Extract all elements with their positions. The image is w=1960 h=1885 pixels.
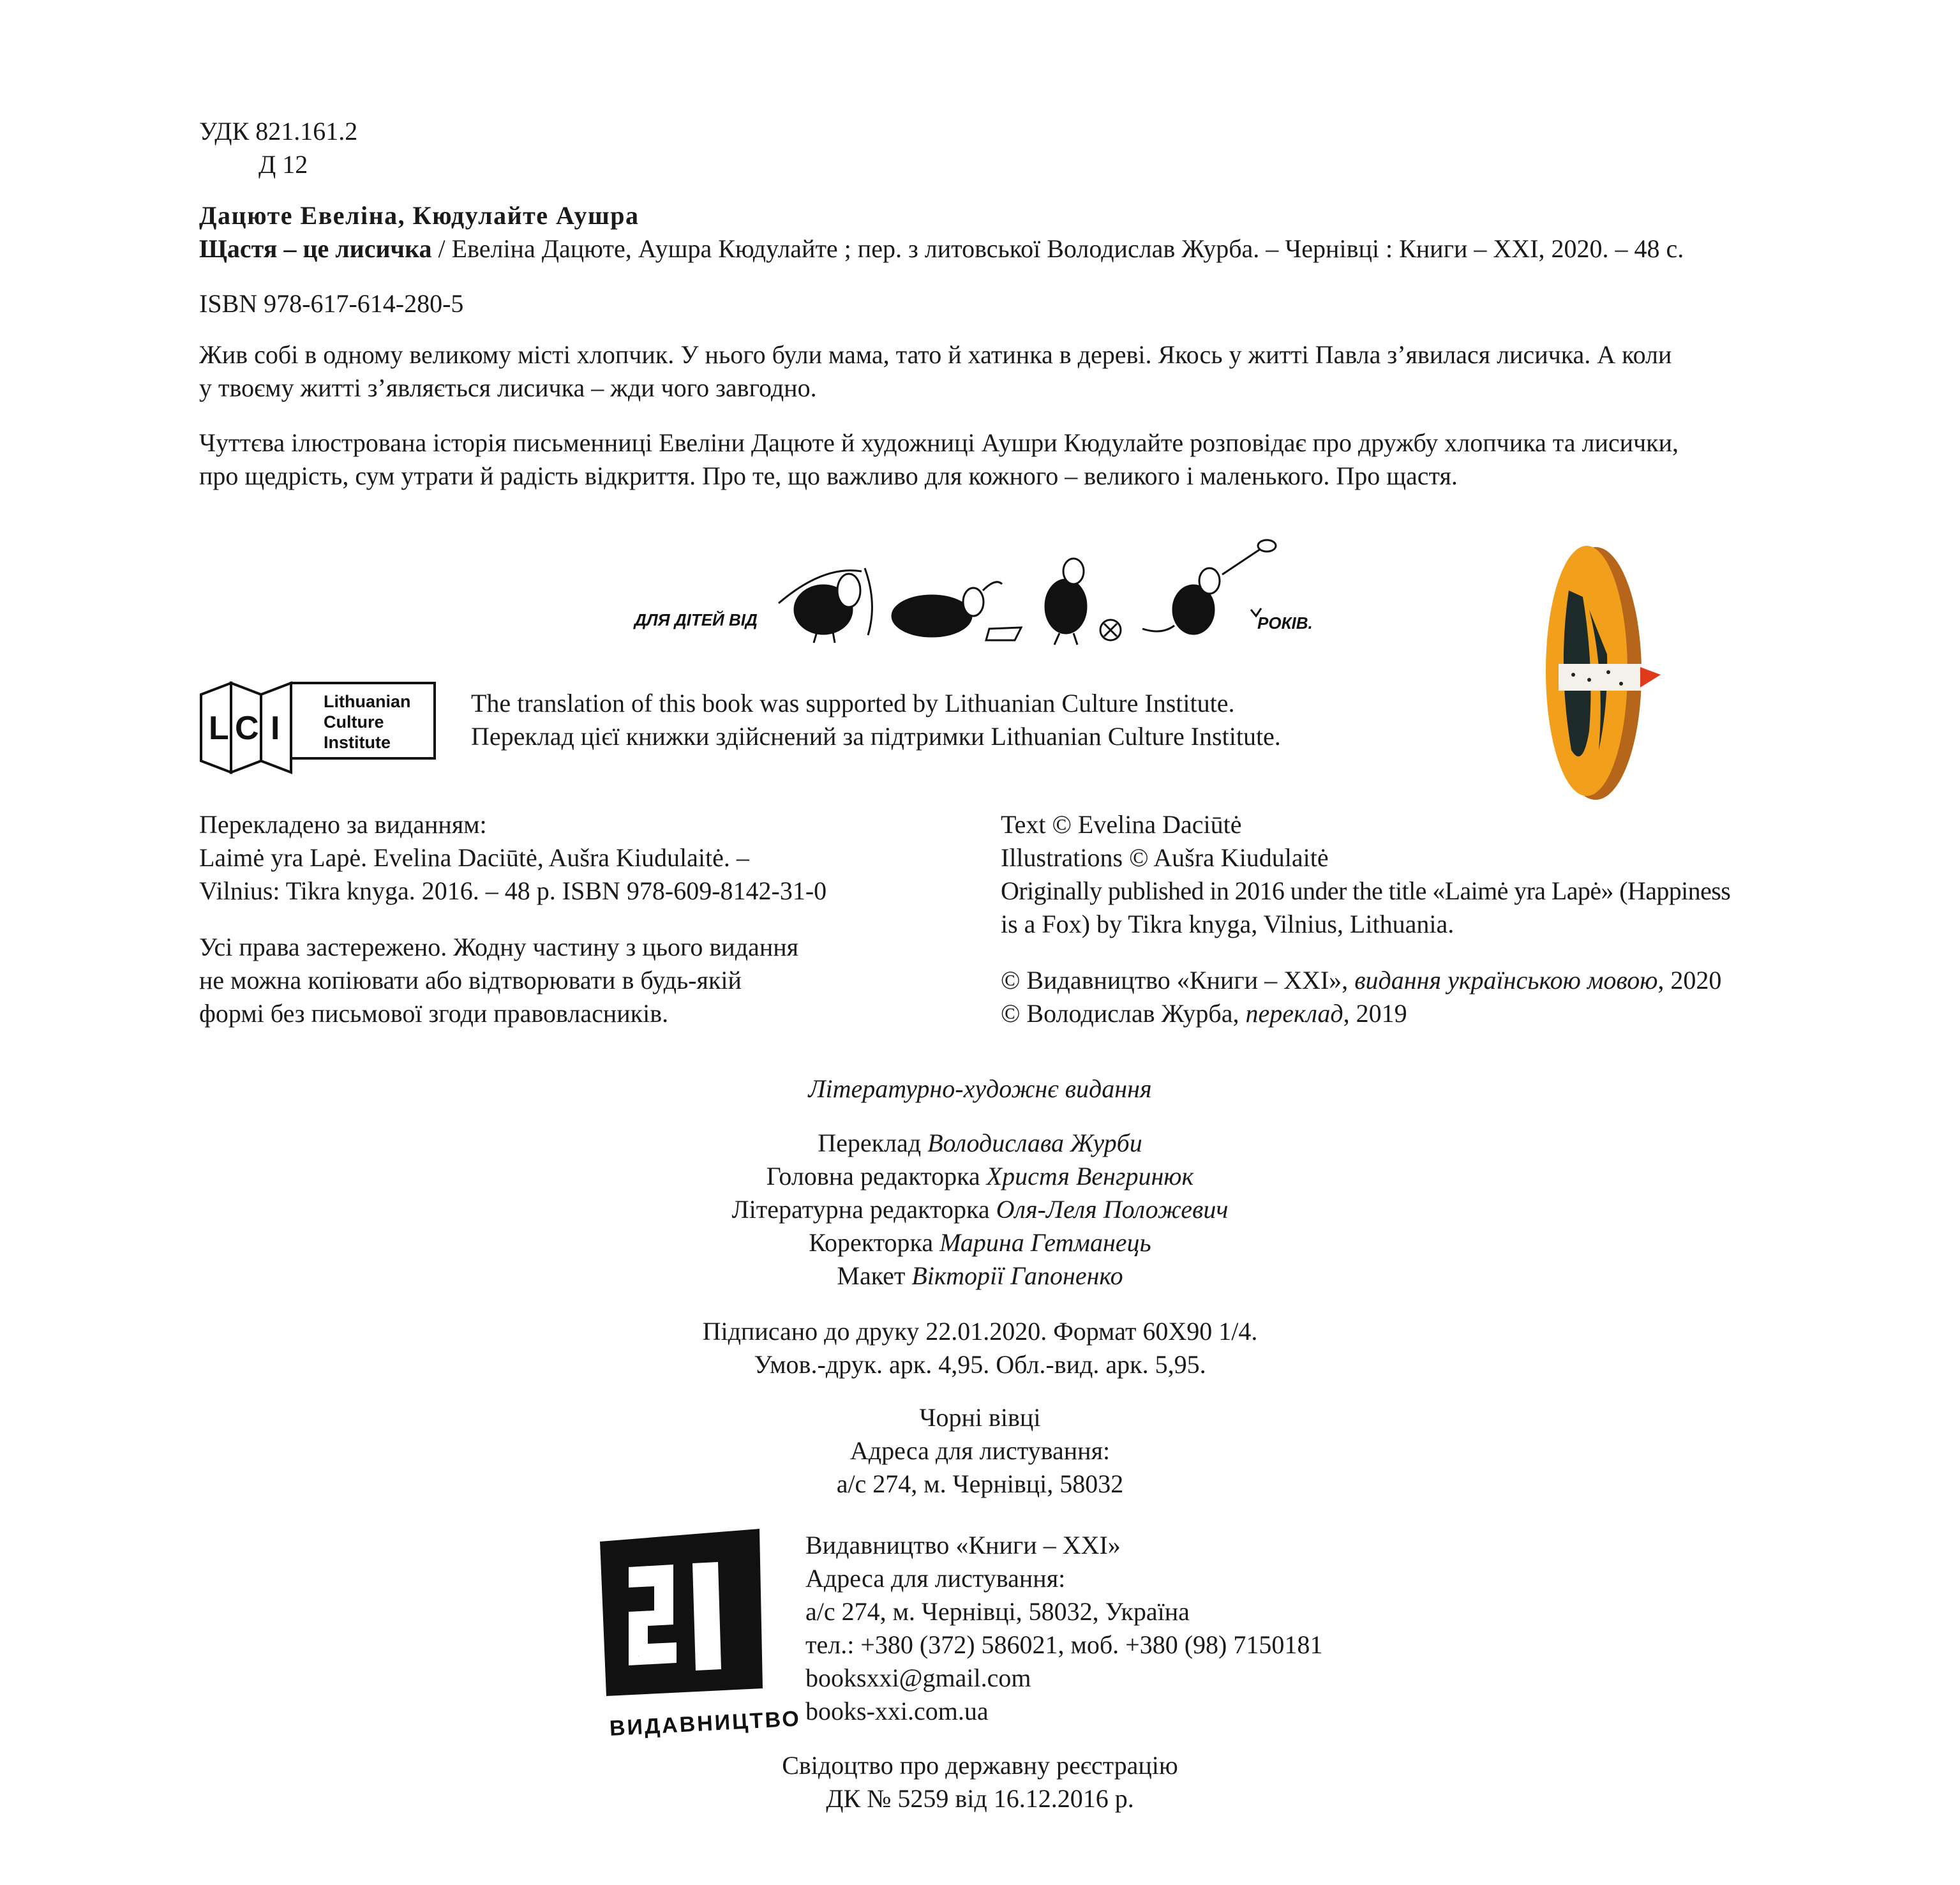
credit-role: Коректорка [809,1228,940,1257]
publisher-phone: тел.: +380 (372) 586021, моб. +380 (98) 7150181 [805,1630,1323,1659]
credit-name: Оля-Леля Положевич [996,1195,1229,1224]
age-recommendation-strip [632,539,1315,648]
credit-literary-editor [0,1193,1960,1226]
credits [0,1127,1960,1293]
udc-code: УДК 821.161.2 [199,117,358,146]
lci-logo [199,677,437,779]
record-authors: Дацюте Евеліна, Кюдулайте Аушра [199,201,640,230]
sheep-fishing-icon [779,568,872,643]
author-mark: Д 12 [258,150,308,179]
original-line1: Laimė yra Lapė. Evelina Daciūtė, Aušra Kiudulaitė. – [199,843,749,872]
record-title: Щастя – це лисичка [199,234,432,263]
sheep-butterfly-net-icon [1142,540,1276,634]
copyright-publisher-pre: © Видавництво «Книги – XXI», [1001,966,1355,995]
lci-name-line3: Institute [324,733,391,752]
credit-role: Макет [837,1261,912,1290]
publisher-site[interactable]: books-xxi.com.ua [805,1697,989,1725]
record-title-line [199,232,1684,266]
age-suffix: РОКІВ. [1257,613,1313,633]
credit-role: Літературна редакторка [731,1195,996,1224]
publisher-address: а/с 274, м. Чернівці, 58032, Україна [805,1597,1190,1626]
sheep-lying-icon [892,582,1021,640]
copyright-translator-ital: переклад [1245,999,1343,1028]
copyright-text: Text © Evelina Daciūtė [1001,810,1242,839]
copyright-translator-post: , 2019 [1343,999,1407,1028]
credit-role: Головна редакторка [766,1162,987,1190]
registration-line1: Свідоцтво про державну реєстрацію [782,1751,1178,1780]
support-en: The translation of this book was supported by Lithuanian Culture Institute. [471,689,1235,717]
print-info [0,1315,1960,1381]
edition-type: Літературно-художнє видання [808,1074,1152,1103]
copyright-publisher-post: , 2020 [1657,966,1722,995]
credit-name: Володислава Журби [927,1129,1142,1157]
summary-p1-line1: Жив собі в одному великому місті хлопчик. У нього були мама, тато й хатинка в дереві. Якось у житті Павла з’явилася лисичка. А коли [199,340,1672,369]
rights-line1: Усі права застережено. Жодну частину з цього видання [199,933,799,961]
print-sheets: Умов.-друк. арк. 4,95. Обл.-вид. арк. 5,95. [754,1350,1206,1379]
publisher-name: Видавництво «Книги – XXI» [805,1531,1121,1559]
lci-name-line2: Culture [324,712,384,732]
credit-name: Христя Венгринюк [986,1162,1194,1190]
credit-proofreader [0,1226,1960,1259]
copyright-illustrations: Illustrations © Aušra Kiudulaitė [1001,843,1329,872]
record-title-rest: / Евеліна Дацюте, Аушра Кюдулайте ; пер. з литовської Володислав Журба. – Чернівці : Книги – XXI, 2020. – 48 с. [431,234,1684,263]
age-prefix: ДЛЯ ДІТЕЙ ВІД [634,610,758,629]
registration [0,1749,1960,1815]
lci-letter-c: C [235,710,259,747]
publisher-email[interactable]: booksxxi@gmail.com [805,1663,1031,1692]
credit-name: Вікторії Гапоненко [911,1261,1123,1290]
copyright-publisher [1001,964,1721,997]
fox-illustration [1545,539,1672,801]
copyright-orig-line2: is a Fox) by Tikra knyga, Vilnius, Lithuania. [1001,910,1455,938]
imprint-address: а/с 274, м. Чернівці, 58032 [836,1469,1124,1498]
publisher-address-label: Адреса для листування: [805,1564,1066,1593]
publisher-logo [600,1529,802,1746]
original-heading: Перекладено за виданням: [199,810,487,839]
copyright-translator-pre: © Володислав Журба, [1001,999,1246,1028]
credit-chief-editor [0,1160,1960,1193]
imprint-address-label: Адреса для листування: [849,1436,1111,1465]
original-line2: Vilnius: Tikra knyga. 2016. – 48 p. ISBN 978-609-8142-31-0 [199,876,827,905]
publisher-logo-number: 21 [638,1656,640,1657]
record-isbn: ISBN 978-617-614-280-5 [199,289,464,318]
credit-translation [0,1127,1960,1160]
summary-p2-line2: про щедрість, сум утрати й радість відкриття. Про те, що важливо для кожного – великого і маленького. Про щастя. [199,462,1458,490]
credit-layout [0,1259,1960,1293]
summary-p1-line2: у твоєму житті з’являється лисичка – жди чого завгодно. [199,373,817,402]
summary-p2-line1: Чуттєва ілюстрована історія письменниці Евеліни Дацюте й художниці Аушри Кюдулайте розповідає про дружбу хлопчика та лисички, [199,428,1679,457]
rights-line2: не можна копіювати або відтворювати в будь-якій [199,966,742,995]
sheep-football-icon [1045,559,1121,645]
copyright-translator [1001,997,1407,1030]
imprint-name: Чорні вівці [919,1403,1041,1432]
registration-line2: ДК № 5259 від 16.12.2016 р. [826,1784,1134,1813]
print-signed: Підписано до друку 22.01.2020. Формат 60Х90 1/4. [702,1317,1258,1346]
lci-name-line1: Lithuanian [324,692,411,711]
copyright-orig-line1: Originally published in 2016 under the title «Laimė yra Lapė» (Happiness [1001,876,1731,905]
rights-line3: формі без письмової згоди правовласників. [199,999,669,1028]
support-uk: Переклад цієї книжки здійснений за підтримки Lithuanian Culture Institute. [471,722,1281,751]
copyright-publisher-ital: видання українською мовою [1354,966,1658,995]
publisher-logo-caption: ВИДАВНИЦТВО [609,1706,802,1741]
credit-name: Марина Гетманець [939,1228,1151,1257]
imprint [0,1401,1960,1501]
lci-letter-l: L [209,710,229,747]
lci-letter-i: I [271,710,280,747]
credit-role: Переклад [818,1129,928,1157]
